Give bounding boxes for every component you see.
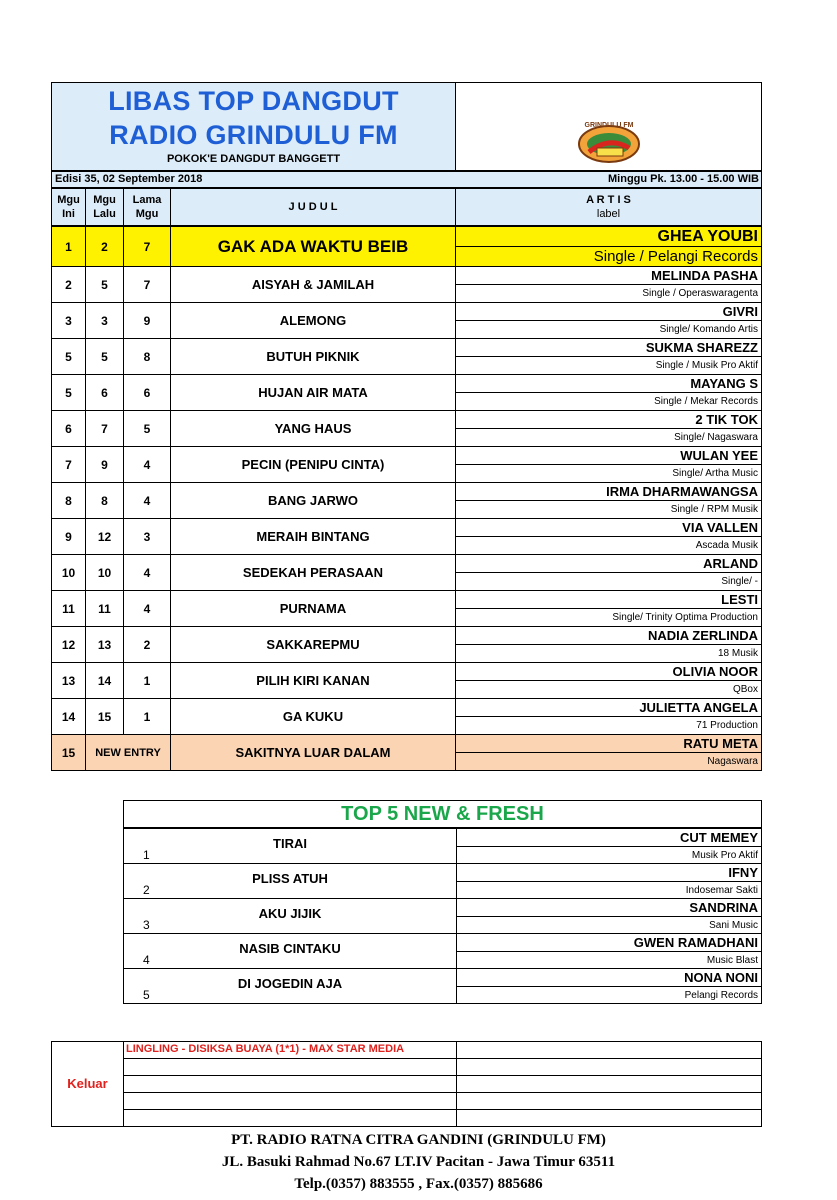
rank-current: 10 — [51, 554, 86, 591]
rank-last-week: 8 — [85, 482, 124, 519]
fresh-song-title: TIRAI — [273, 836, 307, 851]
fresh-title-box — [123, 800, 762, 828]
record-label: Single / Pelangi Records — [455, 246, 762, 267]
page-title-line2: RADIO GRINDULU FM — [109, 120, 398, 150]
rank-current: 8 — [51, 482, 86, 519]
fresh-number: 5 — [143, 988, 150, 1002]
rank-current: 13 — [51, 662, 86, 699]
rank-last-week: 2 — [85, 226, 124, 267]
song-title: GA KUKU — [170, 698, 456, 735]
col-header-judul: J U D U L — [170, 188, 456, 226]
weeks-on-chart: 8 — [123, 338, 171, 375]
fresh-record-label: Musik Pro Aktif — [456, 846, 762, 864]
weeks-on-chart: 1 — [123, 662, 171, 699]
keluar-row-extra — [456, 1058, 762, 1076]
col-header-text: Lalu — [93, 208, 116, 220]
new-entry-badge: NEW ENTRY — [85, 734, 171, 771]
weeks-on-chart: 7 — [123, 226, 171, 267]
tagline: POKOK'E DANGDUT BANGGETT — [166, 153, 341, 165]
rank-last-week: 9 — [85, 446, 124, 483]
rank-last-week: 7 — [85, 410, 124, 447]
weeks-on-chart: 6 — [123, 374, 171, 411]
rank-last-week: 15 — [85, 698, 124, 735]
record-label: 18 Musik — [455, 644, 762, 663]
record-label: Single/ - — [455, 572, 762, 591]
artist-name: JULIETTA ANGELA — [455, 698, 762, 717]
rank-current: 5 — [51, 374, 86, 411]
col-header-artis — [455, 188, 762, 226]
fresh-artist-name: SANDRINA — [456, 898, 762, 917]
artist-name: LESTI — [455, 590, 762, 609]
song-title: YANG HAUS — [170, 410, 456, 447]
schedule-label: Minggu Pk. 13.00 - 15.00 WIB — [608, 173, 759, 185]
fresh-number: 1 — [143, 848, 150, 862]
weeks-on-chart: 5 — [123, 410, 171, 447]
rank-current: 7 — [51, 446, 86, 483]
record-label: Single/ Artha Music — [455, 464, 762, 483]
song-title: AISYAH & JAMILAH — [170, 266, 456, 303]
keluar-row-extra — [456, 1041, 762, 1059]
rank-current: 14 — [51, 698, 86, 735]
artist-name: RATU META — [455, 734, 762, 753]
weeks-on-chart: 7 — [123, 266, 171, 303]
col-header-text: Mgu — [57, 194, 80, 206]
fresh-number: 3 — [143, 918, 150, 932]
song-title: PURNAMA — [170, 590, 456, 627]
fresh-artist-name: IFNY — [456, 863, 762, 882]
footer-address: JL. Basuki Rahmad No.67 LT.IV Pacitan - Jawa Timur 63511 — [221, 1154, 616, 1170]
record-label: Single/ Trinity Optima Production — [455, 608, 762, 627]
record-label: Nagaswara — [455, 752, 762, 771]
logo-text: GRINDULU FM — [584, 122, 634, 129]
song-title: PECIN (PENIPU CINTA) — [170, 446, 456, 483]
footer-phone: Telp.(0357) 883555 , Fax.(0357) 885686 — [294, 1176, 543, 1192]
rank-last-week: 5 — [85, 266, 124, 303]
artist-name: MELINDA PASHA — [455, 266, 762, 285]
record-label: Ascada Musik — [455, 536, 762, 555]
record-label: 71 Production — [455, 716, 762, 735]
fresh-song-title: NASIB CINTAKU — [239, 941, 341, 956]
page-title-line1: LIBAS TOP DANGDUT — [108, 86, 399, 116]
rank-current: 1 — [51, 226, 86, 267]
rank-current: 2 — [51, 266, 86, 303]
artist-name: IRMA DHARMAWANGSA — [455, 482, 762, 501]
edition-label: Edisi 35, 02 September 2018 — [55, 173, 203, 185]
song-title: SEDEKAH PERASAAN — [170, 554, 456, 591]
col-header-lama-mgu — [123, 188, 171, 226]
keluar-row-extra — [456, 1109, 762, 1127]
col-header-text: Ini — [62, 208, 75, 220]
fresh-record-label: Sani Music — [456, 916, 762, 934]
record-label: Single/ Nagaswara — [455, 428, 762, 447]
fresh-record-label: Music Blast — [456, 951, 762, 969]
radio-logo — [575, 118, 643, 166]
artist-name: GIVRI — [455, 302, 762, 321]
rank-current: 11 — [51, 590, 86, 627]
artist-name: OLIVIA NOOR — [455, 662, 762, 681]
record-label: Single / Mekar Records — [455, 392, 762, 411]
song-title: BANG JARWO — [170, 482, 456, 519]
weeks-on-chart: 4 — [123, 482, 171, 519]
fresh-song-title: AKU JIJIK — [258, 906, 322, 921]
fresh-number: 4 — [143, 953, 150, 967]
keluar-row-extra — [456, 1092, 762, 1110]
fresh-record-label: Indosemar Sakti — [456, 881, 762, 899]
song-title: MERAIH BINTANG — [170, 518, 456, 555]
fresh-song-title: PLISS ATUH — [252, 871, 328, 886]
fresh-artist-name: CUT MEMEY — [456, 828, 762, 847]
col-header-text: Mgu — [93, 194, 116, 206]
artist-name: SUKMA SHAREZZ — [455, 338, 762, 357]
song-title: ALEMONG — [170, 302, 456, 339]
rank-current: 15 — [51, 734, 86, 771]
rank-last-week: 12 — [85, 518, 124, 555]
weeks-on-chart: 1 — [123, 698, 171, 735]
weeks-on-chart: 9 — [123, 302, 171, 339]
keluar-entry: LINGLING - DISIKSA BUAYA (1*1) - MAX STAR MEDIA — [126, 1043, 405, 1055]
record-label: Single / Operaswaragenta — [455, 284, 762, 303]
rank-last-week: 10 — [85, 554, 124, 591]
rank-current: 6 — [51, 410, 86, 447]
fresh-song-title: DI JOGEDIN AJA — [237, 976, 343, 991]
footer-company: PT. RADIO RATNA CITRA GANDINI (GRINDULU FM) — [231, 1132, 606, 1148]
record-label: Single / RPM Musik — [455, 500, 762, 519]
keluar-row — [123, 1109, 457, 1127]
rank-last-week: 14 — [85, 662, 124, 699]
rank-last-week: 11 — [85, 590, 124, 627]
weeks-on-chart: 4 — [123, 590, 171, 627]
artist-name: ARLAND — [455, 554, 762, 573]
rank-last-week: 6 — [85, 374, 124, 411]
col-header-text: label — [596, 208, 621, 220]
weeks-on-chart: 2 — [123, 626, 171, 663]
rank-last-week: 13 — [85, 626, 124, 663]
rank-last-week: 3 — [85, 302, 124, 339]
fresh-number: 2 — [143, 883, 150, 897]
rank-current: 5 — [51, 338, 86, 375]
record-label: Single / Musik Pro Aktif — [455, 356, 762, 375]
artist-name: WULAN YEE — [455, 446, 762, 465]
artist-name: 2 TIK TOK — [455, 410, 762, 429]
col-header-text: A R T I S — [586, 194, 631, 206]
keluar-row — [123, 1058, 457, 1076]
keluar-label: Keluar — [67, 1076, 108, 1091]
fresh-artist-name: NONA NONI — [456, 968, 762, 987]
fresh-title: TOP 5 NEW & FRESH — [341, 802, 544, 825]
weeks-on-chart: 3 — [123, 518, 171, 555]
record-label: Single/ Komando Artis — [455, 320, 762, 339]
rank-current: 3 — [51, 302, 86, 339]
rank-current: 9 — [51, 518, 86, 555]
col-header-text: Lama — [132, 194, 162, 206]
artist-name: GHEA YOUBI — [455, 226, 762, 247]
song-title: SAKITNYA LUAR DALAM — [170, 734, 456, 771]
keluar-row — [123, 1075, 457, 1093]
weeks-on-chart: 4 — [123, 554, 171, 591]
artist-name: MAYANG S — [455, 374, 762, 393]
weeks-on-chart: 4 — [123, 446, 171, 483]
keluar-row — [123, 1092, 457, 1110]
song-title: SAKKAREPMU — [170, 626, 456, 663]
song-title: GAK ADA WAKTU BEIB — [170, 226, 456, 267]
song-title: HUJAN AIR MATA — [170, 374, 456, 411]
record-label: QBox — [455, 680, 762, 699]
artist-name: NADIA ZERLINDA — [455, 626, 762, 645]
artist-name: VIA VALLEN — [455, 518, 762, 537]
col-header-mgu-ini — [51, 188, 86, 226]
rank-last-week: 5 — [85, 338, 124, 375]
keluar-row-extra — [456, 1075, 762, 1093]
col-header-mgu-lalu — [85, 188, 124, 226]
rank-current: 12 — [51, 626, 86, 663]
col-header-text: Mgu — [135, 208, 159, 220]
fresh-artist-name: GWEN RAMADHANI — [456, 933, 762, 952]
song-title: BUTUH PIKNIK — [170, 338, 456, 375]
song-title: PILIH KIRI KANAN — [170, 662, 456, 699]
fresh-record-label: Pelangi Records — [456, 986, 762, 1004]
